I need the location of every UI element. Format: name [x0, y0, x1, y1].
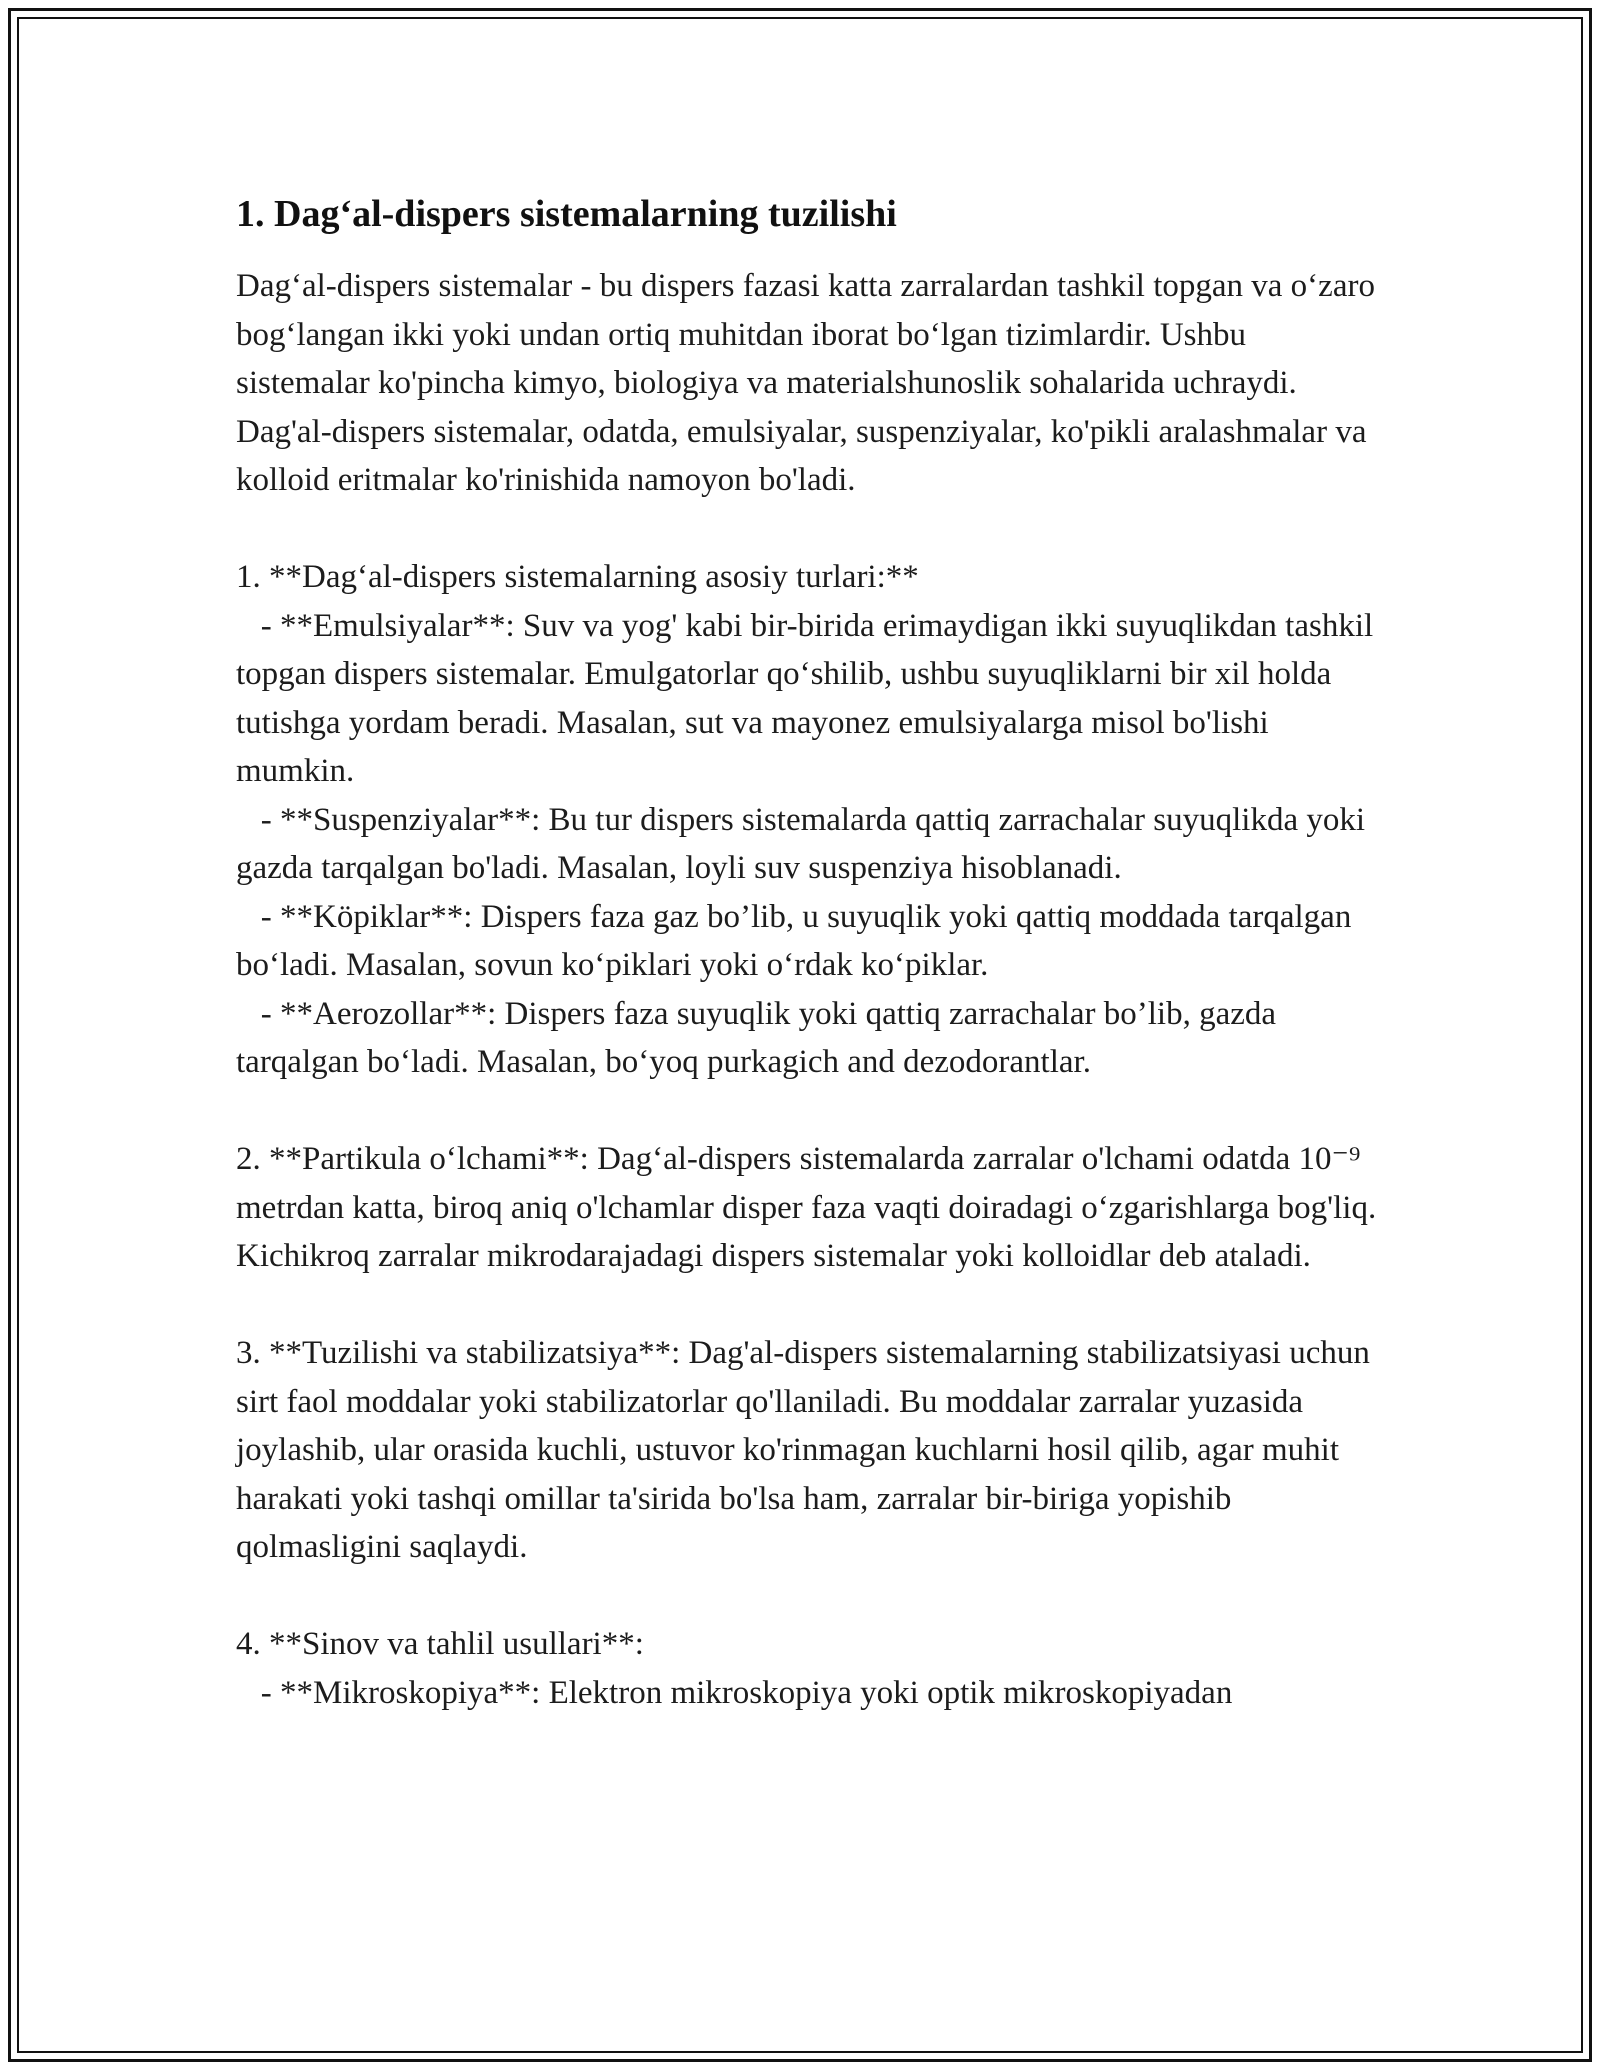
paragraph-gap — [236, 1087, 1386, 1136]
document-title: 1. Dag‘al-dispers sistemalarning tuzilishi — [236, 193, 897, 235]
list-item-emulsions: - **Emulsiyalar**: Suv va yog' kabi bir-birida erimaydigan ikki suyuqlikdan tashkil topgan dispers sistemalar. Emulgatorlar qo‘shilib, ushbu suyuqliklarni bir xil holda tutishga yordam beradi. Masalan, sut va mayonez emulsiyalarga misol bo'lishi mumkin. — [236, 607, 1382, 789]
section-structure-stabilization: 3. **Tuzilishi va stabilizatsiya**: Dag'al-dispers sistemalarning stabilizatsiyasi uchun sirt faol moddalar yoki stabilizatorlar qo'llaniladi. Bu moddalar zarralar yuzasida joylashib, ular orasida kuchli, ustuvor ko'rinmagan kuchlarni hosil qilib, agar muhit harakati yoki tashqi omillar ta'sirida bo'lsa ham, zarralar bir-biriga yopishib qolmasligini saqlaydi. — [236, 1335, 1379, 1565]
intro-paragraph: Dag‘al-dispers sistemalar - bu dispers fazasi katta zarralardan tashkil topgan va o‘zaro bog‘langan ikki yoki undan ortiq muhitdan iborat bo‘lgan tizimlardir. Ushbu sistemalar ko'pincha kimyo, biologiya va materialshunoslik sohalarida uchraydi. Dag'al-dispers sistemalar, odatda, emulsiyalar, suspenziyalar, ko'pikli aralashmalar va kolloid eritmalar ko'rinishida namoyon bo'ladi. — [236, 268, 1384, 498]
paragraph-gap — [236, 1572, 1386, 1621]
list-item-aerosols: - **Aerozollar**: Dispers faza suyuqlik yoki qattiq zarrachalar bo’lib, gazda tarqalgan bo‘ladi. Masalan, bo‘yoq purkagich and dezodorantlar. — [236, 995, 1285, 1080]
list-item-foams: - **Köpiklar**: Dispers faza gaz bo’lib, u suyuqlik yoki qattiq moddada tarqalgan bo‘ladi. Masalan, sovun ko‘piklari yoki o‘rdak ko‘piklar. — [236, 898, 1360, 983]
section-types — [236, 553, 1386, 1087]
section-particle-size: 2. **Partikula o‘lchami**: Dag‘al-dispers sistemalarda zarralar o'lchami odatda 10⁻⁹ metrdan katta, biroq aniq o'lchamlar disper faza vaqti doiradagi o‘zgarishlarga bog'liq. Kichikroq zarralar mikrodarajadagi dispers sistemalar yoki kolloidlar deb ataladi. — [236, 1141, 1385, 1274]
document-body — [236, 188, 1386, 1717]
list-item-microscopy: - **Mikroskopiya**: Elektron mikroskopiya yoki optik mikroskopiyadan — [236, 1674, 1233, 1711]
list-item-suspensions: - **Suspenziyalar**: Bu tur dispers sistemalarda qattiq zarrachalar suyuqlikda yoki gazda tarqalgan bo'ladi. Masalan, loyli suv suspenziya hisoblanadi. — [236, 801, 1374, 886]
section-methods-heading: 4. **Sinov va tahlil usullari**: — [236, 1626, 644, 1662]
section-methods — [236, 1620, 1386, 1717]
section-types-heading: 1. **Dag‘al-dispers sistemalarning asosiy turlari:** — [236, 559, 919, 595]
paragraph-gap — [236, 505, 1386, 554]
paragraph-gap — [236, 1281, 1386, 1330]
